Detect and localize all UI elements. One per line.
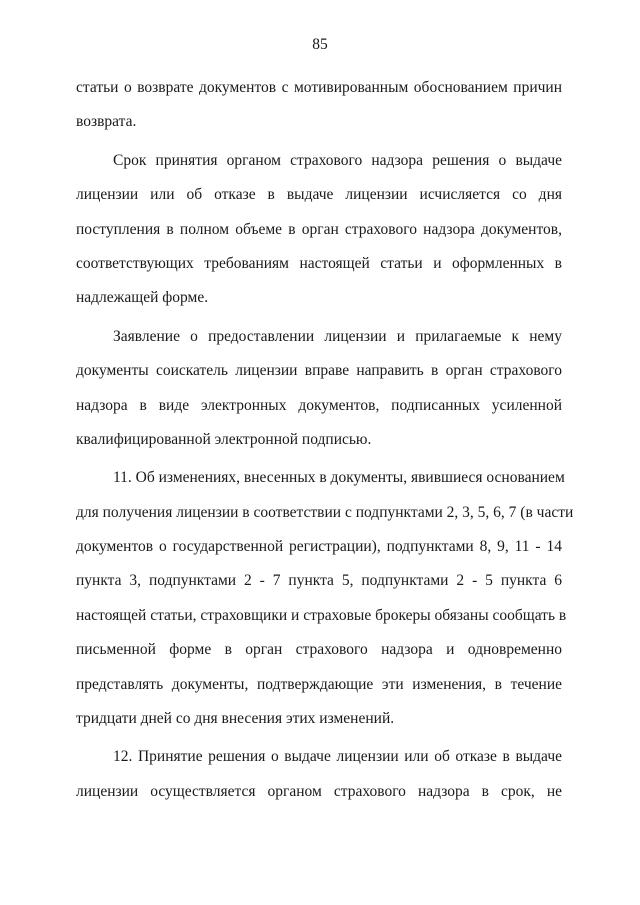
text-line: документов о государственной регистрации), подпунктами 8, 9, 11 - 14 — [76, 538, 562, 556]
paragraph — [76, 320, 562, 458]
text-line: представлять документы, подтверждающие эти изменения, в течение — [76, 675, 562, 693]
paragraph — [76, 461, 574, 736]
paragraph — [76, 71, 562, 140]
page-number: 85 — [312, 36, 328, 53]
text-line: Заявление о предоставлении лицензии и прилагаемые к нему — [113, 327, 562, 345]
text-line: лицензии или об отказе в выдаче лицензии исчисляется со дня — [76, 186, 562, 204]
text-line: поступления в полном объеме в орган страхового надзора документов, — [76, 220, 562, 238]
text-line: статьи о возврате документов с мотивированным обоснованием причин — [76, 79, 562, 96]
text-line: 11. Об изменениях, внесенных в документы, явившиеся основанием — [113, 469, 565, 487]
text-line: для получения лицензии в соответствии с подпунктами 2, 3, 5, 6, 7 (в части — [76, 503, 574, 521]
text-line: 12. Принятие решения о выдаче лицензии или об отказе в выдаче — [113, 748, 562, 766]
text-line: Срок принятия органом страхового надзора решения о выдаче — [113, 151, 562, 169]
document-body — [76, 71, 574, 809]
text-line: квалифицированной электронной подписью. — [76, 430, 372, 448]
text-line: документы соискатель лицензии вправе направить в орган страхового — [76, 362, 562, 380]
text-line: пункта 3, подпунктами 2 - 7 пункта 5, подпунктами 2 - 5 пункта 6 — [76, 572, 562, 590]
paragraph — [76, 144, 562, 316]
text-line: тридцати дней со дня внесения этих изменений. — [76, 710, 395, 728]
text-line: настоящей статьи, страховщики и страховые брокеры обязаны сообщать в — [76, 606, 567, 624]
text-line: возврата. — [76, 113, 137, 131]
text-line: соответствующих требованиям настоящей статьи и оформленных в — [76, 254, 562, 272]
text-line: надлежащей форме. — [76, 289, 209, 307]
paragraph — [76, 740, 562, 809]
text-line: письменной форме в орган страхового надзора и одновременно — [76, 641, 562, 659]
text-line: лицензии осуществляется органом страхового надзора в срок, не — [76, 782, 562, 800]
text-line: надзора в виде электронных документов, подписанных усиленной — [76, 396, 562, 414]
